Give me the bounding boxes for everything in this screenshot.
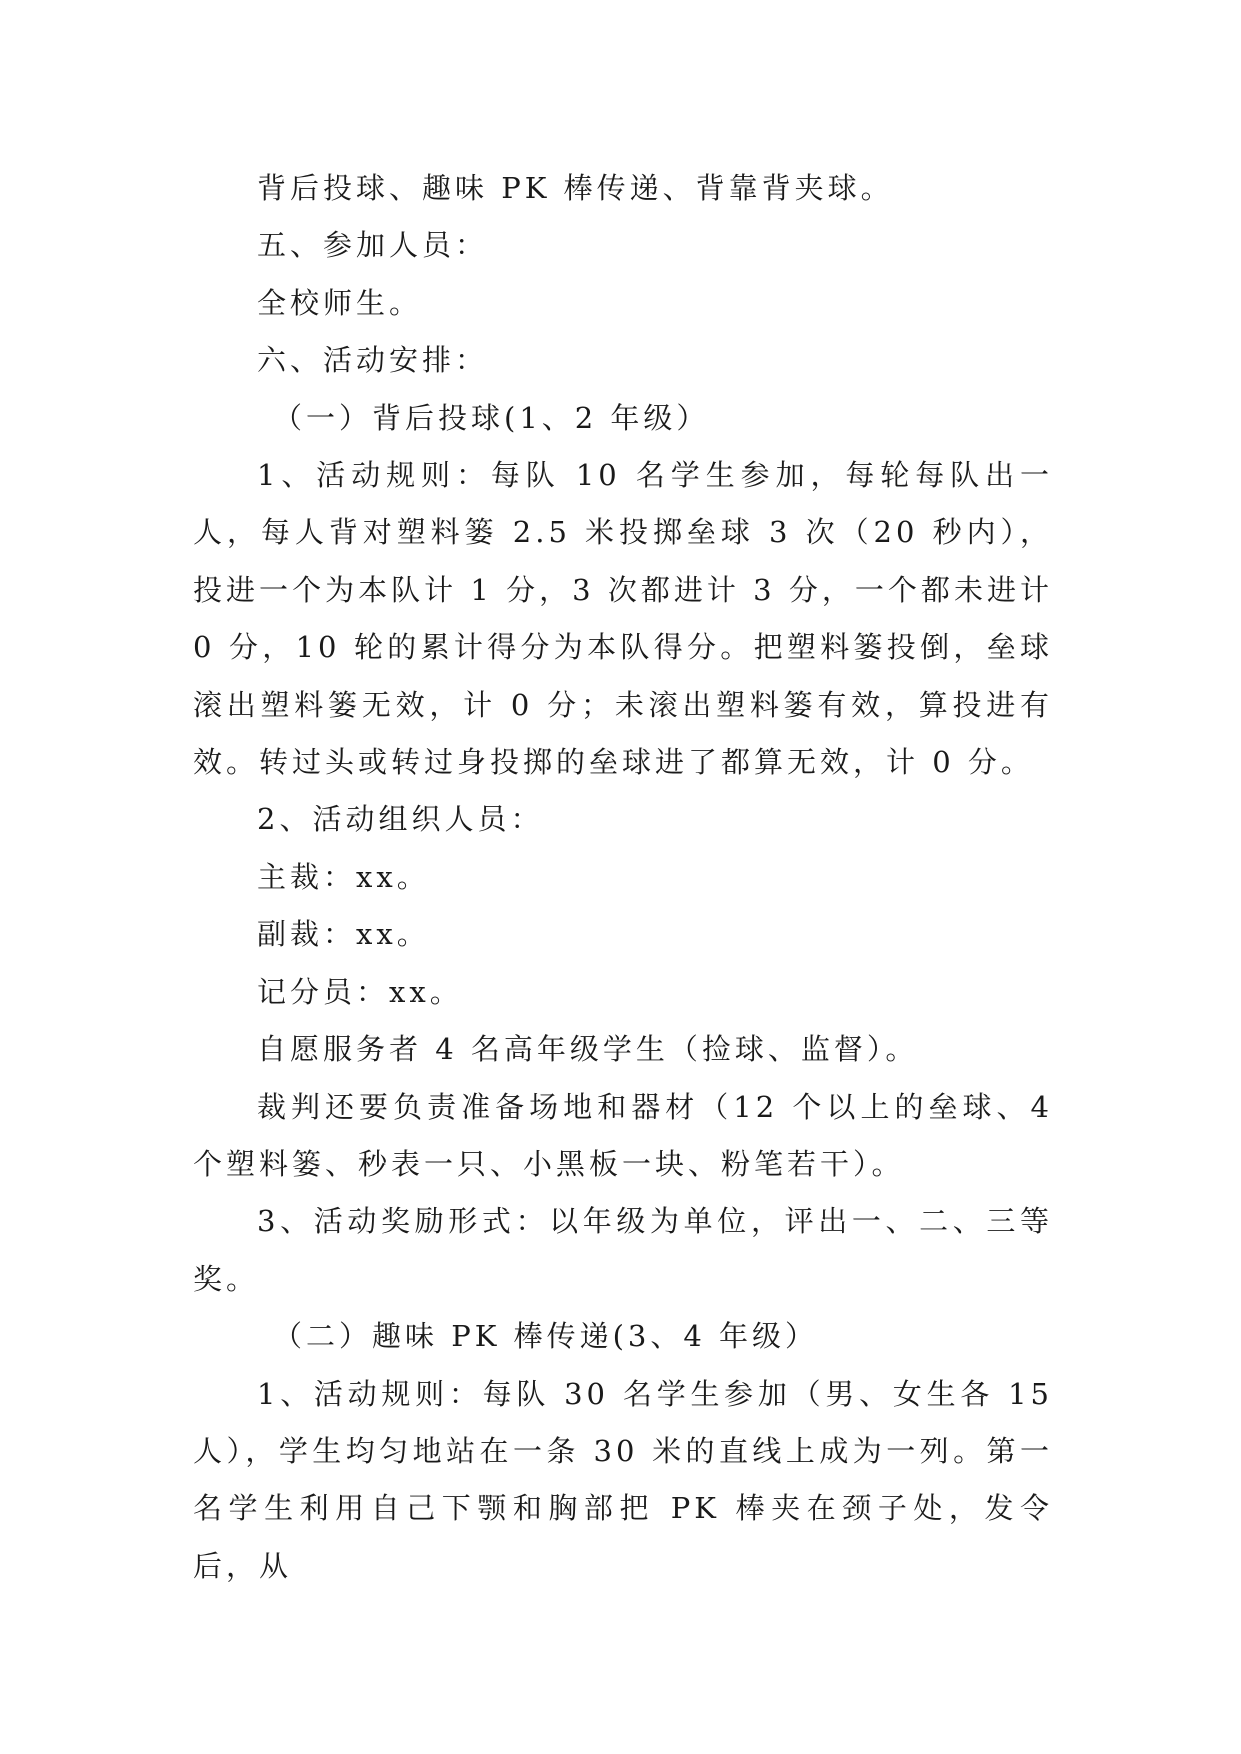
- subheading-pk-stick: （二）趣味 PK 棒传递(3、4 年级）: [273, 1319, 819, 1354]
- paragraph-volunteers: 自愿服务者 4 名高年级学生（捡球、监督）。: [257, 1032, 919, 1067]
- paragraph-chief-referee: 主裁：xx。: [257, 859, 430, 894]
- paragraph-scorekeeper: 记分员：xx。: [257, 974, 463, 1009]
- heading-organizers: 2、活动组织人员：: [257, 802, 544, 837]
- paragraph-awards: 3、活动奖励形式：以年级为单位，评出一、二、三等奖。: [193, 1204, 1053, 1296]
- heading-participants: 五、参加人员：: [257, 228, 489, 263]
- paragraph-activity-list: 背后投球、趣味 PK 棒传递、背靠背夹球。: [257, 171, 894, 205]
- paragraph-participants: 全校师生。: [257, 285, 423, 320]
- heading-schedule: 六、活动安排：: [257, 343, 489, 378]
- document-body: [193, 160, 1053, 1595]
- paragraph-back-throw-rules: 1、活动规则：每队 10 名学生参加，每轮每队出一人，每人背对塑料篓 2.5 米投掷垒球 3 次（20 秒内），投进一个为本队计 1 分，3 次都进计 3 分，一个都未进计 0 分，10 轮的累计得分为本队得分。把塑料篓投倒，垒球滚出塑料篓无效，计 0 分；未滚出塑料篓有效，算投进有效。转过头或转过身投掷的垒球进了都算无效，计 0 分。: [193, 458, 1053, 780]
- paragraph-pk-stick-rules: 1、活动规则：每队 30 名学生参加（男、女生各 15 人），学生均匀地站在一条 30 米的直线上成为一列。第一名学生利用自己下颚和胸部把 PK 棒夹在颈子处，发令后，从: [193, 1376, 1053, 1583]
- paragraph-equipment: 裁判还要负责准备场地和器材（12 个以上的垒球、4 个塑料篓、秒表一只、小黑板一块、粉笔若干）。: [193, 1089, 1053, 1181]
- paragraph-deputy-referee: 副裁：xx。: [257, 917, 430, 952]
- subheading-back-throw: （一）背后投球(1、2 年级）: [273, 400, 710, 435]
